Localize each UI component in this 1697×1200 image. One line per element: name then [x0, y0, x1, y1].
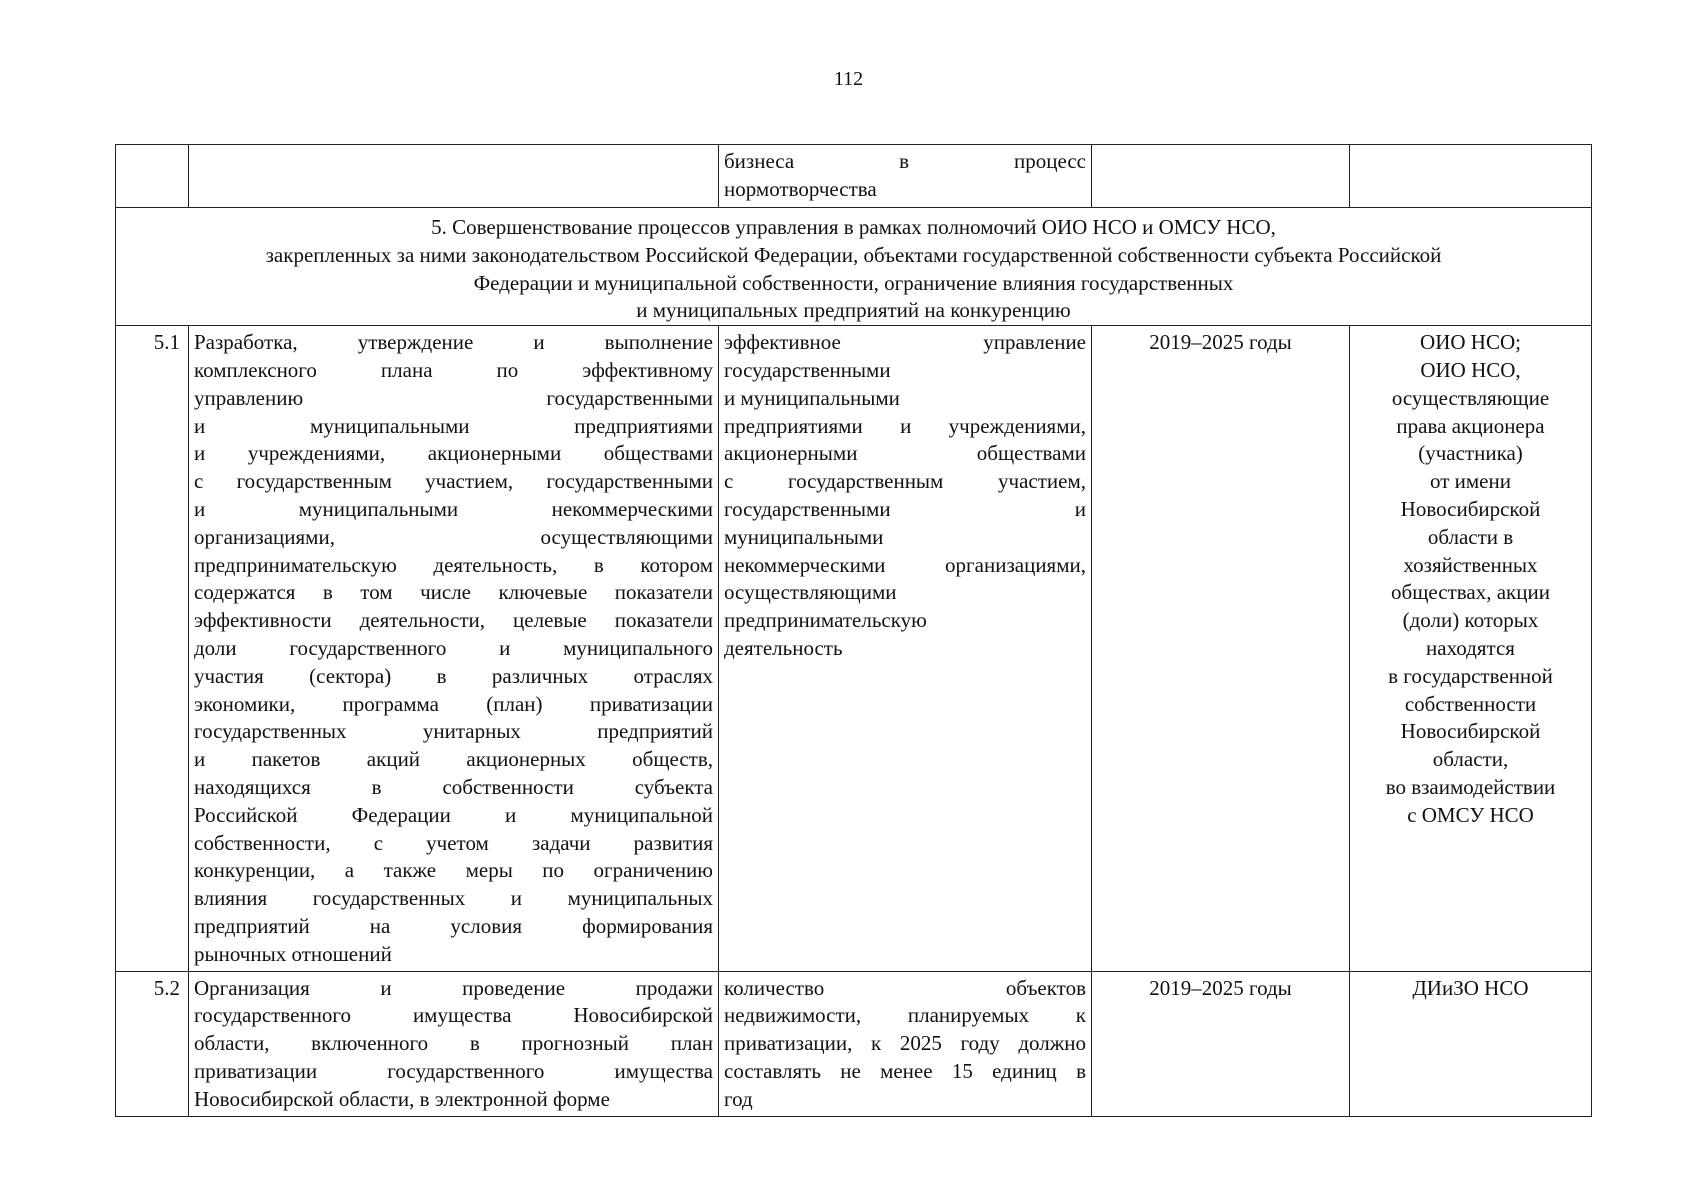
- text-line: (доли) которых: [1402, 608, 1539, 633]
- text-line: год: [724, 1086, 753, 1111]
- table-row-5-2: [116, 971, 1592, 1116]
- text-line: хозяйственных: [1403, 552, 1538, 577]
- measure-cell: [189, 145, 719, 208]
- text-line: осуществляющие: [1391, 385, 1550, 410]
- text-line: государственными: [724, 357, 891, 382]
- text-line: в государственной: [1388, 663, 1553, 688]
- text-line: приватизации государственного имущества: [194, 1058, 713, 1083]
- text-line: государственными и: [724, 496, 1086, 521]
- indicator-cell: [719, 145, 1092, 208]
- text-line: предпринимательскую: [724, 608, 927, 633]
- text-line: влияния государственных и муниципальных: [194, 886, 713, 911]
- text-line: Разработка, утверждение и выполнение: [194, 330, 713, 355]
- text-line: собственности: [1404, 691, 1537, 716]
- text-line: и учреждениями, акционерными обществами: [194, 441, 713, 466]
- text-line: рыночных отношений: [194, 941, 392, 966]
- measure-cell: [189, 326, 719, 971]
- text-line: закрепленных за ними законодательством Российской Федерации, объектами государственной собственности субъекта Российской: [265, 242, 1442, 267]
- indicator-cell: [719, 971, 1092, 1116]
- measure-cell: [189, 971, 719, 1116]
- text-line: недвижимости, планируемых к: [724, 1003, 1086, 1028]
- text-line: во взаимодействии: [1385, 774, 1556, 799]
- executor-cell: [1350, 326, 1592, 971]
- term-cell: [1092, 145, 1350, 208]
- section-heading-row: [116, 208, 1592, 326]
- text-line: некоммерческими организациями,: [724, 552, 1086, 577]
- text-line: предпринимательскую деятельность, в котором: [194, 552, 713, 577]
- text-line: (участника): [1418, 441, 1523, 466]
- text-line: бизнеса в процесс: [724, 149, 1086, 173]
- table-row-5-1: [116, 326, 1592, 971]
- text-line: нормотворчества: [724, 176, 877, 201]
- text-line: Организация и проведение продажи: [194, 975, 713, 1000]
- text-line: государственных унитарных предприятий: [194, 719, 713, 744]
- text-line: Новосибирской: [1400, 719, 1541, 744]
- text-line: и муниципальными предприятиями: [194, 413, 713, 438]
- row-number: 5.1: [116, 326, 189, 971]
- text-line: доли государственного и муниципального: [194, 635, 713, 660]
- text-line: находятся: [1426, 635, 1515, 660]
- text-line: области в: [1427, 524, 1514, 549]
- text-line: муниципальными: [724, 524, 884, 549]
- text-line: Новосибирской: [1400, 496, 1541, 521]
- row-number: 5.2: [116, 971, 189, 1116]
- measures-table: [115, 144, 1592, 1117]
- text-line: от имени: [1430, 469, 1511, 494]
- executor-cell: [1350, 145, 1592, 208]
- text-line: эффективности деятельности, целевые показатели: [194, 608, 713, 633]
- text-line: количество объектов: [724, 975, 1086, 1000]
- text-line: области,: [1432, 747, 1509, 772]
- text-line: и муниципальными некоммерческими: [194, 496, 713, 521]
- text-line: находящихся в собственности субъекта: [194, 774, 713, 799]
- text-line: осуществляющими: [724, 580, 897, 605]
- text-line: области, включенного в прогнозный план: [194, 1031, 713, 1056]
- term-cell: 2019–2025 годы: [1092, 326, 1350, 971]
- text-line: экономики, программа (план) приватизации: [194, 691, 713, 716]
- text-line: приватизации, к 2025 году должно: [724, 1031, 1086, 1056]
- text-line: и пакетов акций акционерных обществ,: [194, 747, 713, 772]
- text-line: организациями, осуществляющими: [194, 524, 713, 549]
- text-line: собственности, с учетом задачи развития: [194, 830, 713, 855]
- table-row-continuation: [116, 145, 1592, 208]
- text-line: государственного имущества Новосибирской: [194, 1003, 713, 1028]
- text-line: содержатся в том числе ключевые показатели: [194, 580, 713, 605]
- text-line: эффективное управление: [724, 330, 1086, 355]
- text-line: комплексного плана по эффективному: [194, 357, 713, 382]
- text-line: составлять не менее 15 единиц в: [724, 1058, 1086, 1083]
- text-line: акционерными обществами: [724, 441, 1086, 466]
- text-line: 5. Совершенствование процессов управления в рамках полномочий ОИО НСО и ОМСУ НСО,: [431, 215, 1276, 239]
- text-line: с государственным участием,: [724, 469, 1086, 494]
- text-line: с государственным участием, государственными: [194, 469, 713, 494]
- page-number: 112: [833, 68, 864, 90]
- text-line: права акционера: [1396, 413, 1545, 438]
- text-line: ОИО НСО,: [1420, 357, 1521, 382]
- text-line: Новосибирской области, в электронной форме: [194, 1086, 610, 1111]
- text-line: предприятиями и учреждениями,: [724, 413, 1086, 438]
- text-line: ОИО НСО;: [1420, 330, 1521, 355]
- text-line: с ОМСУ НСО: [1407, 802, 1534, 827]
- text-line: деятельность: [724, 635, 843, 660]
- section-heading: [116, 208, 1592, 326]
- text-line: Российской Федерации и муниципальной: [194, 802, 713, 827]
- text-line: обществах, акции: [1391, 580, 1550, 605]
- text-line: участия (сектора) в различных отраслях: [194, 663, 713, 688]
- executor-cell: ДИиЗО НСО: [1350, 971, 1592, 1116]
- text-line: и муниципальными: [724, 385, 900, 410]
- text-line: Федерации и муниципальной собственности, ограничение влияния государственных: [473, 270, 1234, 295]
- text-line: управлению государственными: [194, 385, 713, 410]
- text-line: предприятий на условия формирования: [194, 913, 713, 938]
- text-line: и муниципальных предприятий на конкуренцию: [636, 298, 1071, 323]
- text-line: конкуренции, а также меры по ограничению: [194, 858, 713, 883]
- indicator-cell: [719, 326, 1092, 971]
- number-cell: [116, 145, 189, 208]
- term-cell: 2019–2025 годы: [1092, 971, 1350, 1116]
